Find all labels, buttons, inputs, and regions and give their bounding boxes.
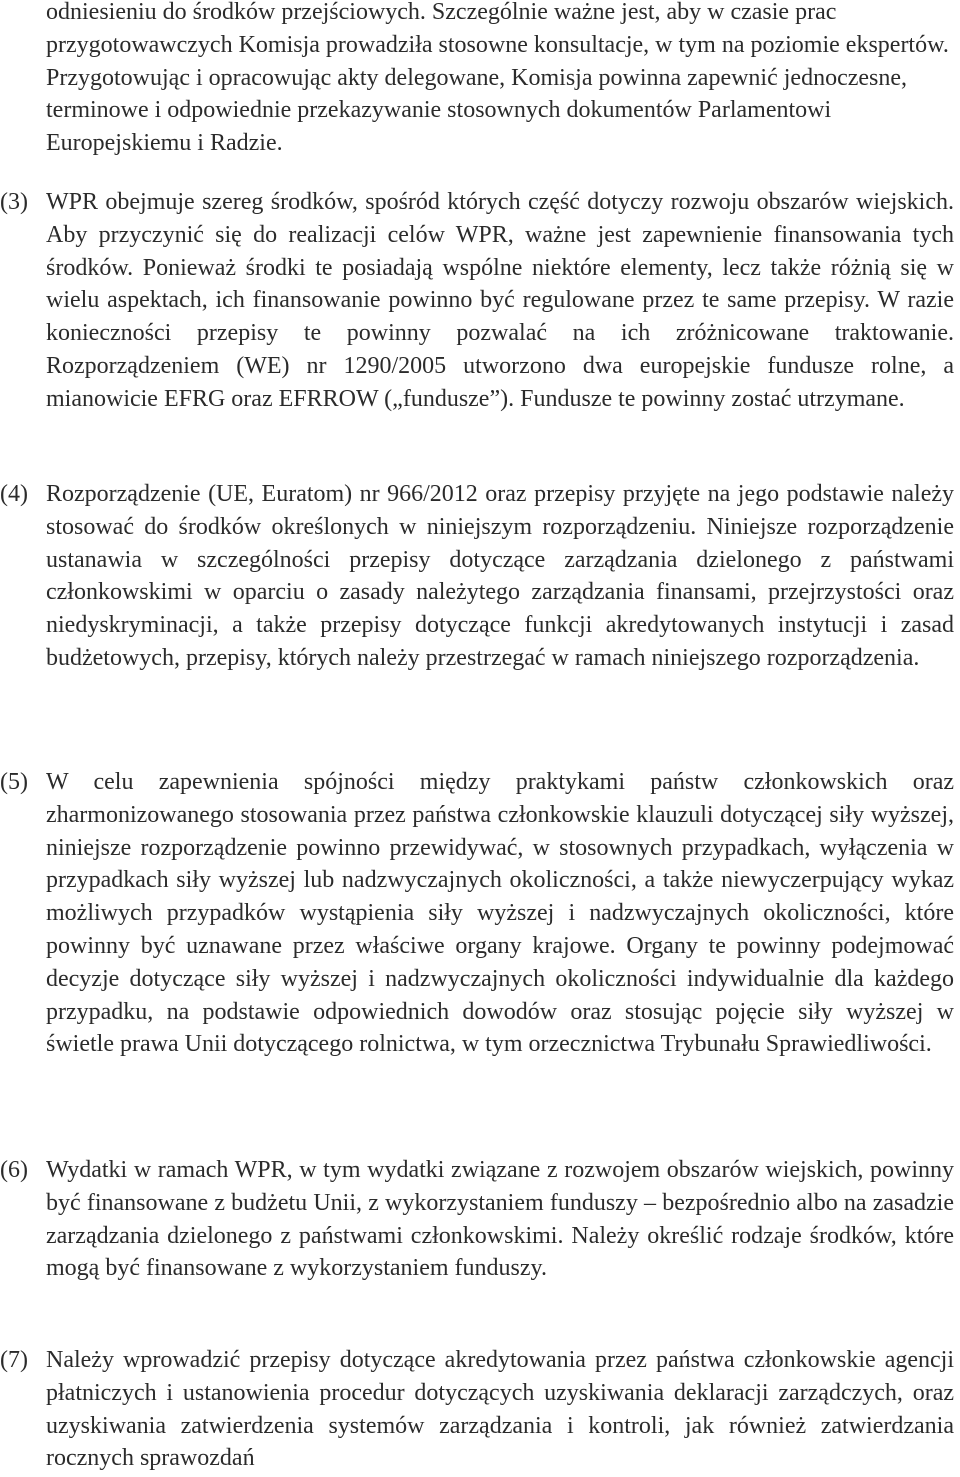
- recital-text: Rozporządzenie (UE, Euratom) nr 966/2012 oraz przepisy przyjęte na jego podstawie należy stosować do środków określonych w niniejszym rozporządzeniu. Niniejsze rozporządzenie ustanawia w szczególności przepisy dotyczące zarządzania dzielonego z państwami członkowskimi w oparciu o zasady należytego zarządzania finansami, przejrzystości oraz niedyskryminacji, a także przepisy dotyczące funkcji akredytowanych instytucji i zasad budżetowych, przepisy, których należy przestrzegać w ramach niniejszego rozporządzenia.: [46, 481, 954, 671]
- recital-3: [0, 186, 954, 416]
- recital-number: (4): [0, 481, 28, 507]
- recital-number: (3): [0, 189, 28, 215]
- recital-7: [0, 1344, 954, 1475]
- recital-text: W celu zapewnienia spójności między praktykami państw członkowskich oraz zharmonizowanego stosowania przez państwa członkowskie klauzuli dotyczącej siły wyższej, niniejsze rozporządzenie powinno przewidywać, w stosownych przypadkach, wyłączenia w przypadkach siły wyższej lub nadzwyczajnych okoliczności, a także niewyczerpujący wykaz możliwych przypadków wystąpienia siły wyższej i nadzwyczajnych okoliczności, które powinny być uznawane przez właściwe organy krajowe. Organy te powinny podejmować decyzje dotyczące siły wyższej i nadzwyczajnych okoliczności indywidualnie dla każdego przypadku, na podstawie odpowiednich dowodów oraz stosując pojęcie siły wyższej w świetle prawa Unii dotyczącego rolnictwa, w tym orzecznictwa Trybunału Sprawiedliwości.: [46, 769, 954, 1058]
- continuation-text: odniesieniu do środków przejściowych. Szczególnie ważne jest, aby w czasie prac przygotowawczych Komisja prowadziła stosowne konsultacje, w tym na poziomie ekspertów. Przygotowując i opracowując akty delegowane, Komisja powinna zapewnić jednoczesne, terminowe i odpowiednie przekazywanie stosownych dokumentów Parlamentowi Europejskiemu i Radzie.: [46, 0, 949, 157]
- continuation-paragraph: [46, 0, 954, 160]
- recital-text: WPR obejmuje szereg środków, spośród których część dotyczy rozwoju obszarów wiejskich. Aby przyczynić się do realizacji celów WPR, ważne jest zapewnienie finansowania tych środków. Ponieważ środki te posiadają wspólne niektóre elementy, lecz także różnią się w wielu aspektach, ich finansowanie powinno być regulowane przez te same przepisy. W razie konieczności przepisy te powinny pozwalać na ich zróżnicowane traktowanie. Rozporządzeniem (WE) nr 1290/2005 utworzono dwa europejskie fundusze rolne, a mianowicie EFRG oraz EFRROW („fundusze”). Fundusze te powinny zostać utrzymane.: [46, 189, 954, 412]
- recital-4: [0, 478, 954, 675]
- recital-number: (6): [0, 1157, 28, 1183]
- recital-6: [0, 1154, 954, 1285]
- recital-number: (5): [0, 769, 28, 795]
- recital-number: (7): [0, 1347, 28, 1373]
- recital-5: [0, 766, 954, 1061]
- recital-text: Należy wprowadzić przepisy dotyczące akredytowania przez państwa członkowskie agencji płatniczych i ustanowienia procedur dotyczących uzyskiwania deklaracji zarządczych, oraz uzyskiwania zatwierdzenia systemów zarządzania i kontroli, jak również zatwierdzania rocznych sprawozdań: [46, 1347, 954, 1472]
- recital-text: Wydatki w ramach WPR, w tym wydatki związane z rozwojem obszarów wiejskich, powinny być finansowane z budżetu Unii, z wykorzystaniem funduszy – bezpośrednio albo na zasadzie zarządzania dzielonego z państwami członkowskimi. Należy określić rodzaje środków, które mogą być finansowane z wykorzystaniem funduszy.: [46, 1157, 954, 1282]
